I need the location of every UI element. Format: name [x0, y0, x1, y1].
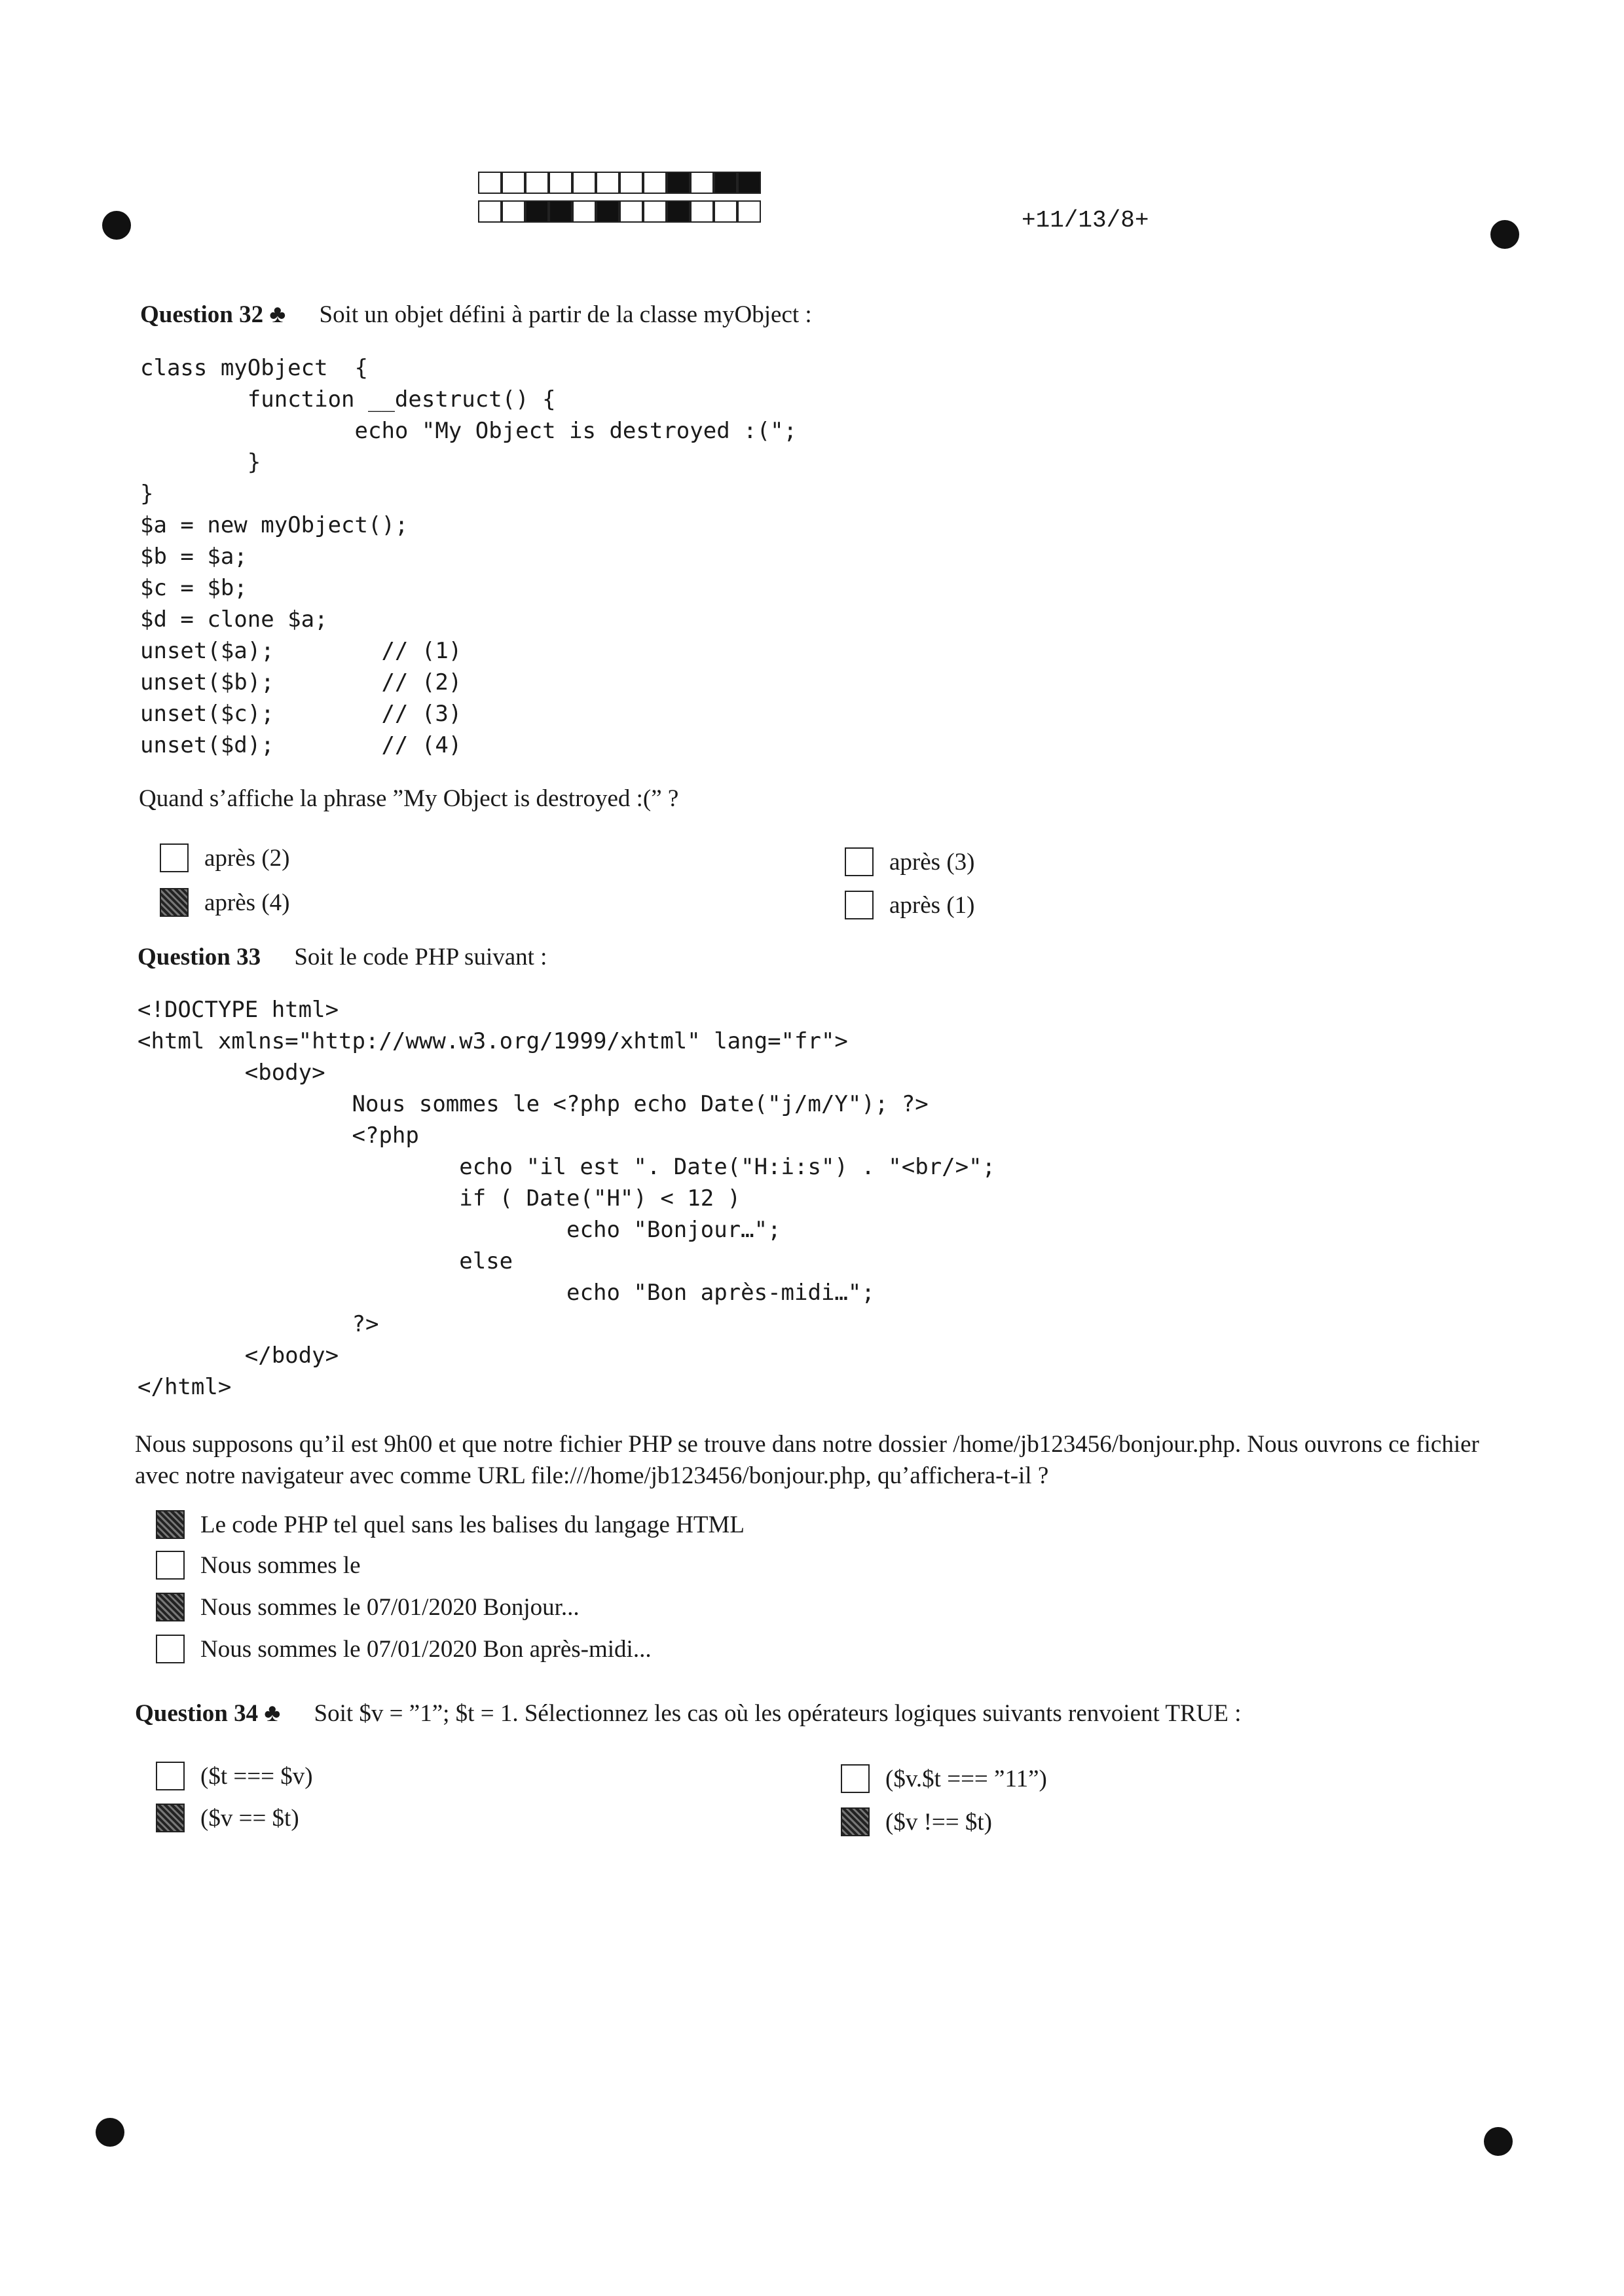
q34-option-2[interactable]: [156, 1801, 299, 1835]
barcode-cell: [549, 172, 572, 194]
option-label: Le code PHP tel quel sans les balises du langage HTML: [200, 1511, 745, 1538]
q32-option-1[interactable]: [160, 841, 289, 875]
option-label: ($v !== $t): [885, 1808, 992, 1836]
club-icon: ♣: [269, 301, 286, 328]
barcode-top: [478, 172, 761, 196]
q34-option-4[interactable]: [841, 1805, 992, 1839]
barcode-cell: [643, 172, 667, 194]
option-label: ($t === $v): [200, 1762, 313, 1790]
q32-option-4[interactable]: [845, 888, 974, 922]
q33-code: <!DOCTYPE html> <html xmlns="http://www.w3.org/1999/xhtml" lang="fr"> <body> Nous sommes le <?php echo Date("j/m/Y"); ?> <?php echo "il est ". Date("H:i:s") . "<br/>"; if ( Date("H") < 12 ) echo "Bonjour…"; else echo "Bon après-midi…"; ?> </body> </html>: [138, 997, 996, 1400]
barcode-cell: [596, 172, 619, 194]
registration-mark-top-right: [1490, 220, 1519, 249]
barcode-cell: [525, 172, 549, 194]
q33-option-4[interactable]: [156, 1632, 652, 1666]
option-label: ($v.$t === ”11”): [885, 1765, 1047, 1792]
checkbox[interactable]: [156, 1762, 185, 1790]
option-label: ($v == $t): [200, 1804, 299, 1832]
barcode-cell: [572, 172, 596, 194]
page-id: +11/13/8+: [1022, 207, 1149, 234]
barcode-cell: [549, 200, 572, 223]
q34-option-1[interactable]: [156, 1759, 313, 1793]
q34-text: Soit $v = ”1”; $t = 1. Sélectionnez les cas où les opérateurs logiques suivants renvoient TRUE :: [314, 1700, 1242, 1727]
q33-paragraph: Nous supposons qu’il est 9h00 et que notre fichier PHP se trouve dans notre dossier /home/jb123456/bonjour.php. Nous ouvrons ce fichier avec notre navigateur avec comme URL file:///home/jb123456/bonjour.php, qu’affichera-t-il ?: [135, 1431, 1479, 1489]
registration-mark-bottom-right: [1484, 2127, 1513, 2156]
option-label: Nous sommes le: [200, 1551, 361, 1579]
barcode-cell: [643, 200, 667, 223]
checkbox[interactable]: [841, 1807, 870, 1836]
barcode-bottom: [478, 200, 761, 225]
option-label: Nous sommes le 07/01/2020 Bonjour...: [200, 1593, 580, 1621]
barcode-cell: [478, 200, 502, 223]
checkbox[interactable]: [841, 1764, 870, 1793]
q33-option-1[interactable]: [156, 1508, 745, 1542]
q32-number: Question 32: [140, 301, 264, 328]
q32-code: class myObject { function __destruct() { echo "My Object is destroyed :("; } } $a = new myObject(); $b = $a; $c = $b; $d = clone $a; unset($a); // (1) unset($b); // (2) unset($c); // (3) unset($d); // (4): [140, 355, 798, 758]
barcode-cell: [619, 200, 643, 223]
q34-heading: [135, 1699, 1241, 1728]
option-label: après (1): [889, 891, 975, 919]
barcode-cell: [525, 200, 549, 223]
q33-text: Soit le code PHP suivant :: [294, 944, 547, 971]
q32-question: Quand s’affiche la phrase ”My Object is destroyed :(” ?: [139, 785, 679, 812]
barcode-cell: [502, 172, 525, 194]
q34-option-3[interactable]: [841, 1762, 1047, 1796]
barcode-cell: [690, 200, 714, 223]
barcode-cell: [714, 172, 737, 194]
club-icon: ♣: [264, 1699, 281, 1727]
q32-heading: [140, 300, 812, 329]
checkbox[interactable]: [845, 891, 874, 919]
barcode-cell: [478, 172, 502, 194]
checkbox[interactable]: [845, 847, 874, 876]
barcode-cell: [690, 172, 714, 194]
option-label: après (3): [889, 848, 975, 876]
q32-text: Soit un objet défini à partir de la classe myObject :: [319, 301, 812, 328]
barcode-cell: [667, 200, 690, 223]
barcode-cell: [714, 200, 737, 223]
barcode-cell: [737, 172, 761, 194]
barcode-cell: [619, 172, 643, 194]
option-label: Nous sommes le 07/01/2020 Bon après-midi...: [200, 1635, 652, 1663]
registration-mark-top-left: [102, 211, 131, 240]
barcode-cell: [667, 172, 690, 194]
q34-number: Question 34: [135, 1700, 259, 1727]
q33-option-3[interactable]: [156, 1590, 580, 1624]
q32-option-3[interactable]: [845, 845, 974, 879]
q33-heading: [138, 943, 547, 971]
checkbox[interactable]: [156, 1510, 185, 1539]
checkbox[interactable]: [160, 888, 189, 917]
registration-mark-bottom-left: [96, 2118, 124, 2147]
checkbox[interactable]: [156, 1635, 185, 1663]
barcode-cell: [502, 200, 525, 223]
q33-option-2[interactable]: [156, 1548, 361, 1582]
option-label: après (4): [204, 889, 290, 916]
checkbox[interactable]: [160, 843, 189, 872]
q33-number: Question 33: [138, 944, 261, 971]
q32-option-2[interactable]: [160, 885, 289, 919]
checkbox[interactable]: [156, 1804, 185, 1832]
barcode-cell: [572, 200, 596, 223]
checkbox[interactable]: [156, 1593, 185, 1621]
barcode-cell: [596, 200, 619, 223]
option-label: après (2): [204, 844, 290, 872]
checkbox[interactable]: [156, 1551, 185, 1580]
barcode-cell: [737, 200, 761, 223]
